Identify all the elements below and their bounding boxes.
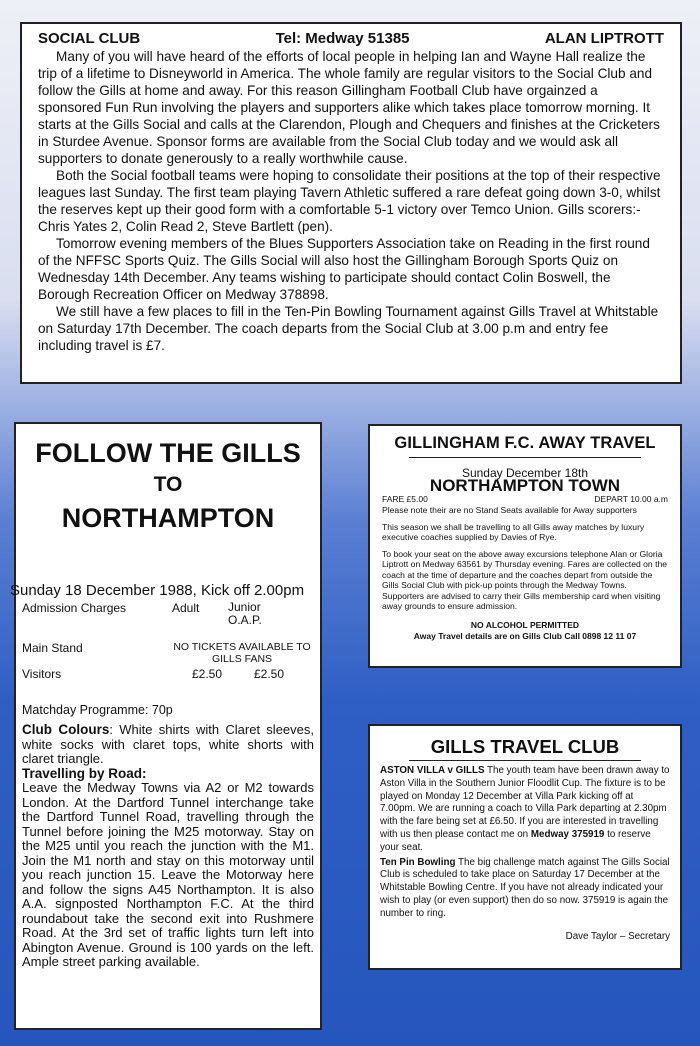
main-stand-row	[22, 641, 314, 665]
ten-pin-label: Ten Pin Bowling	[380, 856, 456, 868]
visitors-row	[22, 667, 314, 681]
main-stand-label: Main Stand	[22, 641, 83, 655]
club-colours-label: Club Colours	[22, 722, 110, 737]
aston-villa-end: to reserve your seat.	[380, 828, 651, 853]
follow-the-gills-panel	[10, 422, 322, 1030]
match-date: Sunday 18 December 1988, Kick off 2.00pm	[10, 582, 305, 599]
follow-to: TO	[153, 473, 183, 496]
follow-heading: FOLLOW THE GILLS	[35, 438, 301, 468]
ten-pin-text: The big challenge match against The Gills Social Club is scheduled to take place on Saturday 17 December at the Whitstable Bowling Centre. If you have not already indicated your wish to play (or even support) then do so now. 375919 is again the number to ring.	[380, 856, 670, 919]
no-alcohol-notice: NO ALCOHOL PERMITTED	[470, 619, 580, 630]
away-team: NORTHAMPTON TOWN	[429, 476, 621, 495]
follow-destination: NORTHAMPTON	[61, 503, 275, 533]
admission-table	[22, 601, 314, 681]
junior-label: Junior	[228, 600, 261, 614]
admission-label: Admission Charges	[22, 601, 127, 615]
admission-header-row	[22, 601, 314, 627]
social-club-title: SOCIAL CLUB	[38, 30, 141, 47]
contact-phone: Medway 375919	[530, 828, 605, 840]
oap-label: O.A.P.	[228, 613, 262, 627]
social-club-paragraph: We still have a few places to fill in the Ten-Pin Bowling Tournament against Gills Travel at Whitstable on Saturday 17th December. The coach departs from the Social Club at 3.00 p.m and entry fee including travel is £7.	[38, 304, 659, 353]
social-club-paragraph: Many of you will have heard of the efforts of local people in helping Ian and Wayne Hall realize the trip of a lifetime to Disneyworld in America. The whole family are regular visitors to the Social Club and follow the Gills at home and away. For this reason Gillingham Football Club have orgainzed a sponsored Fun Run involving the players and supporters alike which takes place tomorrow morning. It starts at the Gills Social and calls at the Clarendon, Plough and Chequers and finishes at the Cricketers in Sturdee Avenue. Sponsor forms are available from the Social Club today and we would ask all supporters to donate generously to a really worthwhile cause.	[38, 49, 660, 166]
away-travel-divider	[409, 457, 641, 458]
aston-villa-label: ASTON VILLA v GILLS	[380, 765, 485, 776]
travelling-by-road-label: Travelling by Road	[22, 765, 143, 781]
visitors-adult-price: £2.50	[192, 667, 223, 681]
aston-villa-text: The youth team have been drawn away to Aston Villa in the Southern Junior Floodlit Cup. The fixture is to be played on Monday 12 December at Villa Park kicking off at 7.00pm. We are running a coach to Villa Park departing at 2.30pm with the fare being set at £6.50. If you are interested in travelling with us then please contact me on	[380, 765, 670, 840]
social-club-tel: Tel: Medway 51385	[275, 30, 410, 47]
away-date: Sunday December 18th	[461, 466, 589, 480]
club-call-info: Away Travel details are on Gills Club Call 0898 12 11 07	[413, 630, 637, 641]
travelling-by-road-text: Leave the Medway Towns via A2 or M2 towards London. At the Dartford Tunnel interchange take the Dartford Tunnel Road, travelling through the Tunnel before joining the M25 motorway. Stay on the M25 until you reach the junction with the M1. Join the M1 north and stay on this motorway until you reach junction 15. Leave the Motorway here and follow the signs A45 Northampton. It is also A.A. signposted Northampton F.C. At the third roundabout take the second exit into Rushmere Road. At the 3rd set of traffic lights turn left into Abington Avenue. Ground is 100 yards on the left. Ample street parking available.	[22, 780, 314, 969]
programme-price: Matchday Programme: 70p	[22, 703, 173, 717]
away-travel-para-1: This season we shall be travelling to all Gills away matches by luxury executive coaches supplied by Davies of Rye.	[382, 521, 645, 542]
travel-club-panel	[368, 724, 682, 970]
adult-label: Adult	[172, 601, 200, 615]
travel-club-title: GILLS TRAVEL CLUB	[430, 736, 620, 757]
social-club-header	[38, 30, 664, 47]
club-colours-text: : White shirts with Claret sleeves, white socks with claret tops, white shorts with claret triangle.	[22, 722, 314, 766]
secretary-signature: Dave Taylor – Secretary	[565, 930, 670, 942]
visitors-label: Visitors	[22, 667, 62, 681]
visitors-junior-price: £2.50	[254, 667, 285, 681]
depart-time: DEPART 10.00 a.m	[594, 494, 668, 504]
travel-club-divider	[409, 760, 641, 761]
aston-villa-paragraph	[380, 765, 670, 855]
social-club-contact: ALAN LIPTROTT	[544, 30, 664, 47]
fare-row	[382, 494, 668, 504]
social-club-panel	[20, 22, 682, 384]
away-travel-panel	[368, 424, 682, 668]
away-travel-title: GILLINGHAM F.C. AWAY TRAVEL	[394, 434, 656, 452]
no-tickets-note: NO TICKETS AVAILABLE TO GILLS FANS	[173, 641, 311, 665]
club-colours: Club Colours: White shirts with Claret sleeves, white socks with claret tops, white shorts with claret triangle. Travelling by Road: Leave the Medway Towns via A2 or M2 towards London. At the Dartford Tunnel interchange take the Dartford Tunnel Road, travelling through the Tunnel before joining the M25 motorway. Stay on the M25 until you reach the junction with the M1. Join the M1 north and stay on this motorway until you reach junction 15. Leave the Motorway here and follow the signs A45 Northampton. It is also A.A. signposted Northampton F.C. At the third roundabout take the second exit into Rushmere Road. At the 3rd set of traffic lights turn left into Abington Avenue. Ground is 100 yards on the left. Ample street parking available.	[22, 722, 314, 969]
stand-seats-note: Please note their are no Stand Seats available for Away supporters	[382, 505, 637, 515]
fare: FARE £5.00	[382, 494, 428, 504]
away-travel-para-2: To book your seat on the above away excursions telephone Alan or Gloria Liptrott on Medway 63561 by Thursday evening. Fares are collected on the coach at the time of departure and the coaches depart from outside the Gills Social Club with pick-up points through the Medway Towns. Supporters are advised to carry their Gills membership card when visiting away grounds to ensure admission.	[382, 548, 668, 611]
ten-pin-paragraph	[380, 857, 670, 921]
social-club-paragraph: Tomorrow evening members of the Blues Supporters Association take on Reading in the first round of the NFFSC Sports Quiz. The Gills Social will also host the Gillingham Borough Sports Quiz on Wednesday 14th December. Any teams wishing to participate should contact Colin Boswell, the Borough Recreation Officer on Medway 378898.	[38, 236, 650, 302]
social-club-paragraph: Both the Social football teams were hoping to consolidate their positions at the top of their respective leagues last Sunday. The first team playing Tavern Athletic suffered a rare defeat going down 3-0, whilst the reserves kept up their good form with a comfortable 5-1 victory over Temco Union. Gills scorers:- Chris Yates 2, Colin Read 2, Steve Bartlett (pen).	[38, 168, 661, 234]
junior-oap-label	[228, 601, 288, 627]
